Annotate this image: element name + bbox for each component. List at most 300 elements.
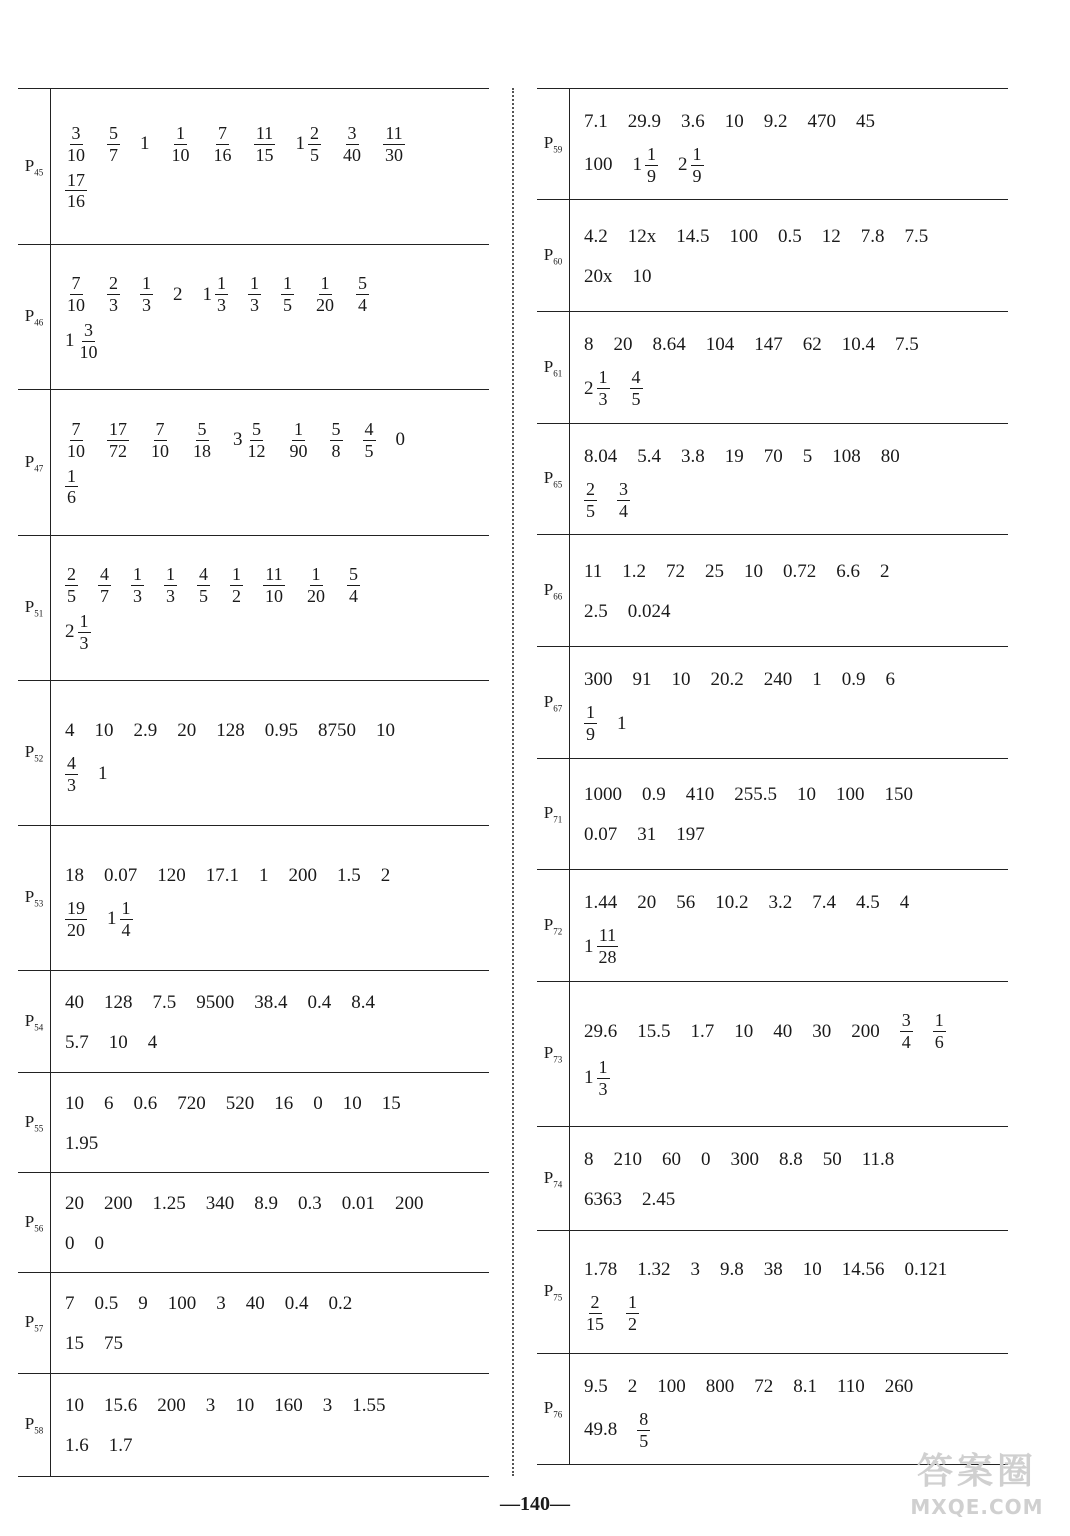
answer-number: 15	[381, 1092, 401, 1114]
answer-number: 0	[395, 429, 405, 451]
answer-value	[104, 1093, 114, 1115]
page-letter: P	[24, 742, 35, 762]
answer-number: 15.6	[104, 1395, 138, 1416]
answers-cell	[51, 971, 490, 1073]
page-subscript: 47	[34, 463, 44, 474]
page-label	[18, 1273, 51, 1374]
answer-value	[681, 111, 705, 133]
answer-number: 1.7	[690, 1020, 715, 1042]
answer-value	[725, 111, 744, 133]
answer-number: 100	[836, 784, 865, 805]
answer-value	[65, 754, 78, 795]
answer-number: 8.9	[254, 1192, 278, 1214]
answer-line	[65, 1026, 481, 1060]
page-letter: P	[24, 597, 35, 617]
answer-number: 720	[177, 1092, 206, 1114]
fraction	[164, 565, 177, 606]
denominator: 9	[647, 165, 656, 186]
answer-number: 1	[812, 669, 822, 691]
page-label	[18, 681, 51, 826]
answer-number: 100	[584, 154, 613, 175]
numerator: 4	[364, 418, 374, 439]
answer-value	[95, 1233, 105, 1255]
answer-value	[832, 446, 861, 468]
answer-value	[343, 1093, 362, 1115]
answer-number: 0.72	[783, 560, 817, 582]
answer-value	[65, 720, 75, 742]
answer-number: 340	[205, 1192, 235, 1214]
page-subscript: 45	[34, 167, 44, 178]
answer-value	[628, 111, 661, 133]
answer-number: 9500	[196, 991, 235, 1013]
denominator: 3	[217, 295, 226, 316]
answer-value	[382, 1093, 401, 1115]
answer-value	[177, 720, 196, 742]
answer-value	[764, 1259, 783, 1281]
answer-value	[65, 865, 84, 887]
answer-value	[206, 1395, 216, 1417]
answer-value	[584, 561, 602, 583]
numerator: 1	[67, 465, 76, 486]
fraction	[120, 899, 133, 940]
answer-value	[65, 899, 87, 940]
numerator: 19	[67, 897, 85, 918]
answer-number: 0.4	[307, 991, 332, 1013]
numerator: 1	[311, 564, 321, 585]
denominator: 6	[934, 1032, 944, 1053]
answer-value	[298, 1193, 322, 1215]
numerator: 3	[901, 1010, 911, 1031]
answer-line	[584, 440, 1000, 474]
fraction	[107, 124, 120, 165]
numerator: 2	[67, 564, 76, 585]
answer-line	[65, 612, 481, 653]
fraction	[597, 926, 619, 967]
denominator: 7	[109, 144, 118, 165]
answer-value	[633, 266, 652, 288]
denominator: 3	[67, 774, 76, 795]
answer-number: 20	[613, 334, 633, 356]
answer-number: 200	[395, 1192, 424, 1214]
answer-number: 2.45	[642, 1188, 676, 1210]
denominator: 5	[639, 1430, 649, 1451]
answer-number: 210	[613, 1148, 642, 1170]
page-subscript: 75	[553, 1292, 563, 1303]
answer-value	[351, 992, 375, 1014]
answer-value	[235, 1395, 254, 1417]
denominator: 20	[307, 586, 325, 607]
answer-line	[65, 420, 481, 461]
fraction	[246, 420, 268, 461]
answers-cell	[51, 681, 490, 826]
page-subscript: 71	[553, 814, 563, 825]
numerator: 11	[265, 564, 283, 585]
fraction	[281, 274, 294, 315]
fraction	[78, 612, 91, 653]
answer-value	[233, 420, 268, 461]
fraction	[597, 368, 610, 409]
answer-value	[793, 1376, 817, 1398]
denominator: 5	[199, 586, 208, 607]
answer-value	[842, 1259, 885, 1281]
answer-number: 2	[880, 560, 890, 582]
page-letter: P	[543, 356, 554, 376]
fraction	[645, 145, 658, 186]
numerator: 1	[586, 702, 595, 723]
answer-number: 2	[627, 1375, 638, 1397]
answer-number: 72	[754, 1375, 774, 1397]
denominator: 3	[142, 295, 151, 316]
answer-value	[246, 1293, 265, 1315]
numerator: 7	[218, 122, 227, 143]
answer-value	[65, 565, 78, 606]
answer-number: 0.4	[284, 1293, 309, 1314]
answer-line	[65, 754, 481, 795]
answer-value	[731, 1149, 760, 1171]
page-subscript: 67	[553, 703, 563, 714]
page-subscript: 59	[553, 144, 563, 155]
answer-row	[537, 1127, 1008, 1231]
answer-table-left	[18, 88, 489, 1477]
answer-value	[584, 1419, 617, 1441]
answer-value	[617, 480, 630, 521]
answer-number: 5.7	[65, 1031, 89, 1053]
page-label	[18, 390, 51, 536]
answer-line	[584, 260, 1000, 294]
answer-number: 10	[632, 265, 652, 287]
answer-number: 10	[802, 1258, 822, 1280]
answer-number: 120	[157, 864, 186, 886]
answer-value	[626, 1293, 639, 1334]
mixed-whole: 1	[584, 1067, 594, 1089]
answer-number: 38.4	[254, 991, 288, 1013]
answer-value	[134, 1093, 158, 1115]
denominator: 20	[316, 295, 334, 316]
answer-value	[164, 565, 177, 606]
answer-value	[584, 1058, 610, 1099]
denominator: 6	[67, 487, 76, 508]
answer-value	[65, 1032, 89, 1054]
fraction	[363, 420, 376, 461]
answer-number: 5	[802, 445, 813, 467]
answer-number: 10	[744, 560, 764, 582]
answer-number: 1.32	[637, 1258, 671, 1280]
fraction	[584, 703, 597, 744]
answer-number: 8.1	[793, 1375, 817, 1397]
answer-line	[584, 1011, 1000, 1052]
answer-line	[65, 1389, 481, 1423]
answer-value	[657, 1376, 686, 1398]
answer-value	[886, 669, 896, 691]
numerator: 7	[71, 273, 81, 294]
fraction	[65, 565, 78, 606]
answer-number: 9.5	[584, 1375, 608, 1397]
answer-value	[653, 334, 686, 356]
answer-number: 200	[851, 1020, 880, 1042]
numerator: 1	[598, 1057, 608, 1077]
answer-number: 29.6	[584, 1020, 618, 1042]
page-label	[18, 1374, 51, 1477]
answer-value	[342, 1193, 375, 1215]
fraction	[637, 1410, 650, 1451]
answer-number: 6	[104, 1092, 114, 1114]
answer-number: 2.5	[584, 600, 608, 622]
answer-value	[65, 1133, 98, 1155]
denominator: 2	[628, 1313, 637, 1334]
answer-number: 1.78	[584, 1258, 618, 1280]
page-letter: P	[543, 579, 554, 599]
answers-cell	[570, 1231, 1009, 1354]
answer-line	[584, 703, 1000, 744]
answer-value	[842, 669, 866, 691]
answer-value	[274, 1093, 293, 1115]
answer-line	[584, 1058, 1000, 1099]
answer-line	[65, 124, 481, 165]
denominator: 3	[166, 586, 175, 607]
answer-value	[584, 368, 610, 409]
answers-cell	[51, 536, 490, 681]
denominator: 8	[331, 440, 341, 461]
answer-number: 45	[856, 110, 875, 132]
fraction	[78, 321, 100, 362]
fraction	[617, 480, 630, 521]
answer-value	[725, 446, 744, 468]
answers-cell	[51, 89, 490, 245]
answer-value	[764, 111, 788, 133]
page-subscript: 73	[553, 1054, 563, 1065]
page-letter: P	[24, 1010, 35, 1030]
fraction	[630, 368, 643, 409]
answer-value	[734, 1021, 753, 1043]
fraction	[314, 274, 336, 315]
answer-value	[637, 446, 661, 468]
answer-number: 10.2	[715, 892, 749, 914]
page-label	[18, 1073, 51, 1173]
answer-number: 0.9	[642, 784, 666, 805]
answer-number: 240	[763, 669, 793, 691]
denominator: 72	[109, 440, 127, 461]
numerator: 1	[79, 611, 89, 631]
denominator: 3	[109, 295, 118, 316]
fraction	[308, 124, 321, 165]
answer-value	[65, 1435, 89, 1457]
answer-value	[630, 368, 643, 409]
answer-value	[808, 111, 837, 133]
page-subscript: 46	[34, 317, 44, 328]
answer-value	[730, 226, 759, 248]
answer-value	[584, 669, 613, 691]
answer-number: 5.4	[637, 445, 661, 467]
answers-cell	[570, 200, 1009, 312]
answer-value	[98, 565, 111, 606]
answer-number: 40	[65, 991, 84, 1013]
answer-number: 8	[584, 334, 594, 356]
denominator: 15	[255, 144, 274, 165]
answer-number: 300	[730, 1148, 759, 1170]
answer-value	[584, 334, 594, 356]
answer-value	[254, 124, 276, 165]
numerator: 2	[310, 122, 319, 143]
page-subscript: 66	[553, 591, 563, 602]
fraction	[341, 124, 363, 165]
answer-number: 8.8	[779, 1148, 803, 1170]
mixed-whole: 2	[65, 621, 75, 643]
answer-number: 1.55	[352, 1395, 386, 1416]
numerator: 2	[590, 1291, 600, 1312]
answer-value	[65, 1333, 84, 1355]
fraction	[65, 899, 87, 940]
denominator: 5	[586, 500, 595, 521]
answer-line	[584, 555, 1000, 589]
answers-cell	[570, 1127, 1009, 1231]
answer-value	[131, 565, 144, 606]
page-subscript: 54	[34, 1022, 44, 1033]
denominator: 3	[250, 295, 259, 316]
answer-number: 11.8	[861, 1148, 895, 1170]
numerator: 7	[155, 418, 165, 439]
answer-number: 2.9	[133, 719, 158, 741]
numerator: 1	[283, 273, 292, 294]
answer-number: 0	[701, 1148, 711, 1170]
page-letter: P	[24, 1312, 35, 1332]
answer-line	[584, 778, 1000, 812]
answer-number: 10	[724, 110, 744, 132]
answer-number: 20	[177, 719, 197, 741]
denominator: 5	[283, 295, 292, 316]
numerator: 3	[71, 122, 81, 143]
answer-number: 20.2	[710, 669, 744, 691]
answer-value	[134, 720, 158, 742]
answer-value	[861, 226, 885, 248]
page-subscript: 56	[34, 1223, 44, 1234]
answer-line	[65, 899, 481, 940]
numerator: 2	[586, 478, 595, 499]
answer-value	[642, 784, 666, 806]
answer-number: 300	[584, 669, 613, 691]
fraction	[330, 420, 343, 461]
page-label	[537, 982, 570, 1127]
answer-value	[584, 226, 608, 248]
answer-value	[65, 1395, 84, 1417]
answer-row	[537, 759, 1008, 870]
page-number: —140—	[500, 1493, 570, 1515]
answer-number: 7.1	[584, 110, 608, 132]
answer-value	[323, 1395, 333, 1417]
mixed-whole: 1	[584, 935, 594, 957]
numerator: 1	[176, 122, 185, 143]
answer-value	[203, 274, 229, 315]
answer-line	[584, 1143, 1000, 1177]
answer-value	[812, 892, 836, 914]
answer-value	[173, 284, 183, 306]
fraction	[131, 565, 144, 606]
denominator: 4	[358, 295, 367, 316]
answer-line	[584, 368, 1000, 409]
answer-value	[104, 1395, 137, 1417]
answer-value	[754, 1376, 773, 1398]
answer-value	[614, 1149, 643, 1171]
answer-number: 4	[147, 1031, 158, 1053]
page-subscript: 53	[34, 898, 44, 909]
answer-value	[691, 1021, 715, 1043]
answer-value	[584, 111, 608, 133]
answer-value	[900, 1011, 913, 1052]
answer-line	[65, 859, 481, 893]
answer-number: 0.121	[904, 1258, 948, 1280]
fraction	[170, 124, 192, 165]
answer-value	[686, 784, 715, 806]
numerator: 4	[67, 752, 76, 773]
numerator: 4	[100, 564, 109, 585]
fraction	[263, 565, 285, 606]
answer-line	[65, 565, 481, 606]
fraction	[197, 565, 210, 606]
numerator: 5	[197, 418, 207, 439]
answer-value	[584, 154, 613, 176]
answer-number: 29.9	[627, 110, 661, 132]
answer-number: 0.07	[584, 824, 618, 845]
answer-line	[584, 1253, 1000, 1287]
answer-value	[862, 1149, 895, 1171]
answer-number: 1.44	[584, 892, 618, 914]
mixed-whole: 1	[295, 133, 305, 155]
answer-value	[584, 1259, 617, 1281]
mixed-whole: 1	[632, 154, 642, 175]
answer-number: 8.64	[652, 334, 686, 356]
answer-value	[230, 565, 243, 606]
answer-number: 10	[94, 719, 114, 741]
answer-value	[764, 669, 793, 691]
answer-number: 9.2	[763, 110, 788, 132]
answer-value	[905, 226, 929, 248]
numerator: 17	[109, 418, 127, 439]
answer-number: 410	[685, 784, 715, 805]
answer-value	[98, 763, 108, 785]
answer-value	[65, 321, 100, 362]
denominator: 5	[364, 440, 374, 461]
answer-value	[65, 1233, 75, 1255]
answer-value	[216, 720, 245, 742]
answer-value	[836, 561, 860, 583]
answer-row	[537, 200, 1008, 312]
answer-number: 14.5	[676, 225, 710, 247]
answer-value	[842, 334, 875, 356]
numerator: 5	[109, 122, 118, 143]
answer-number: 0.01	[341, 1192, 375, 1214]
answer-line	[584, 1370, 1000, 1404]
answer-number: 0.6	[133, 1092, 158, 1114]
answer-row	[18, 1374, 489, 1477]
answer-number: 15	[65, 1333, 84, 1354]
answer-line	[65, 1227, 481, 1261]
answer-number: 7.5	[895, 334, 919, 356]
answer-value	[153, 1193, 186, 1215]
answer-line	[584, 1183, 1000, 1217]
answer-line	[584, 220, 1000, 254]
answer-value	[885, 784, 914, 806]
page-label	[537, 647, 570, 759]
answer-value	[584, 1149, 594, 1171]
page-label	[537, 535, 570, 647]
answer-number: 0.95	[264, 719, 298, 741]
numerator: 1	[133, 564, 142, 585]
answer-number: 10	[671, 669, 691, 691]
answer-value	[356, 274, 369, 315]
answer-value	[900, 892, 910, 914]
answer-number: 3	[322, 1395, 333, 1416]
answer-value	[206, 865, 239, 887]
page-label	[18, 245, 51, 390]
